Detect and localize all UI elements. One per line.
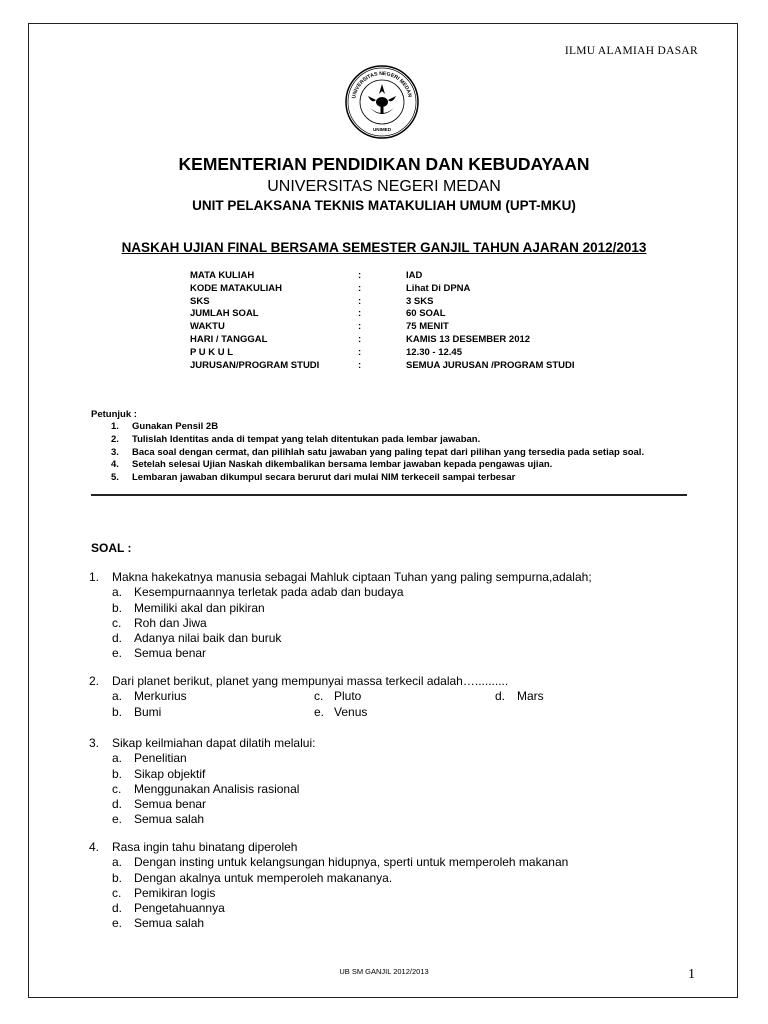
option-text: Menggunakan Analisis rasional <box>134 781 300 796</box>
instruction-number: 3. <box>111 446 119 458</box>
instruction-text: Tulislah Identitas anda di tempat yang telah ditentukan pada lembar jawaban. <box>132 433 481 445</box>
instruction-number: 5. <box>111 472 119 484</box>
info-label: JURUSAN/PROGRAM STUDI <box>190 359 320 371</box>
university-title: UNIVERSITAS NEGERI MEDAN <box>267 178 501 195</box>
instruction-text: Setelah selesai Ujian Naskah dikembalikan bersama lembar jawaban kepada pengawas ujian. <box>132 459 553 471</box>
info-value: 60 SOAL <box>406 308 446 320</box>
option-letter: e. <box>112 916 123 931</box>
option-text: Venus <box>334 704 368 719</box>
instruction-number: 2. <box>111 433 119 445</box>
soal-heading: SOAL : <box>91 541 132 555</box>
info-label: P U K U L <box>190 346 234 358</box>
ministry-title: KEMENTERIAN PENDIDIKAN DAN KEBUDAYAAN <box>178 154 590 174</box>
option-letter: a. <box>112 855 123 870</box>
info-label: JUMLAH SOAL <box>190 308 259 320</box>
question-number: 4. <box>89 840 100 854</box>
question-number: 1. <box>89 570 100 584</box>
course-tag: ILMU ALAMIAH DASAR <box>564 45 698 57</box>
option-text: Kesempurnaannya terletak pada adab dan budaya <box>134 585 404 600</box>
option-text: Pengetahuannya <box>134 901 225 916</box>
instructions-heading: Petunjuk : <box>91 409 137 420</box>
info-colon: : <box>358 333 362 345</box>
instruction-text: Baca soal dengan cermat, dan pilihlah satu jawaban yang paling tepat dari pilihan yang tersedia pada setiap soal. <box>132 446 645 458</box>
instruction-number: 1. <box>111 421 119 432</box>
instruction-item <box>91 446 645 460</box>
question-text: Makna hakekatnya manusia sebagai Mahluk ciptaan Tuhan yang paling sempurna,adalah; <box>112 570 592 584</box>
question-number: 2. <box>89 674 100 688</box>
option-letter: a. <box>112 689 123 704</box>
option-text: Roh dan Jiwa <box>134 615 207 630</box>
info-value: IAD <box>406 270 423 281</box>
option-letter: c. <box>112 781 122 796</box>
option-text: Memiliki akal dan pikiran <box>134 600 265 615</box>
footer-text: UB SM GANJIL 2012/2013 <box>339 967 429 976</box>
question-text: Dari planet berikut, planet yang mempunyai massa terkecil adalah….......... <box>112 674 509 688</box>
option-text: Pluto <box>334 689 362 704</box>
info-value: SEMUA JURUSAN /PROGRAM STUDI <box>406 359 575 371</box>
instructions <box>91 408 645 485</box>
instruction-item <box>91 472 516 485</box>
option-letter: e. <box>314 704 325 719</box>
question-text: Sikap keilmiahan dapat dilatih melalui: <box>112 736 316 750</box>
info-label: WAKTU <box>190 321 225 333</box>
section-divider <box>91 494 687 496</box>
logo-bottom-text: UNIMED <box>372 127 392 132</box>
option-text: Merkurius <box>134 689 187 704</box>
info-label: HARI / TANGGAL <box>190 333 268 345</box>
option-letter: c. <box>112 885 122 900</box>
info-label: MATA KULIAH <box>190 270 255 281</box>
option-text: Semua benar <box>134 646 207 661</box>
info-colon: : <box>358 308 362 320</box>
option-letter: d. <box>112 901 123 916</box>
option-letter: d. <box>495 689 506 704</box>
info-colon: : <box>358 359 362 371</box>
info-colon: : <box>358 295 362 307</box>
instruction-text: Lembaran jawaban dikumpul secara berurut dari mulai NIM terkeceil sampai terbesar <box>132 472 516 484</box>
option-text: Penelitian <box>134 751 187 766</box>
option-letter: b. <box>112 870 123 885</box>
info-colon: : <box>358 282 362 294</box>
info-value: KAMIS 13 DESEMBER 2012 <box>406 333 531 345</box>
info-label: KODE MATAKULIAH <box>190 282 282 294</box>
info-colon: : <box>358 321 362 333</box>
info-value: 12.30 - 12.45 <box>406 346 462 358</box>
option-letter: d. <box>112 631 123 646</box>
instruction-text: Gunakan Pensil 2B <box>132 421 219 432</box>
option-letter: c. <box>314 689 324 704</box>
question-number: 3. <box>89 736 100 750</box>
option-letter: c. <box>112 615 122 630</box>
option-text: Sikap objektif <box>134 766 206 781</box>
instruction-item <box>91 459 553 472</box>
instruction-number: 4. <box>111 459 119 471</box>
option-letter: e. <box>112 646 123 661</box>
instruction-item <box>91 421 219 434</box>
option-text: Semua salah <box>134 916 205 931</box>
question-text: Rasa ingin tahu binatang diperoleh <box>112 840 298 854</box>
option-letter: a. <box>112 751 123 766</box>
info-colon: : <box>358 346 362 358</box>
option-text: Dengan insting untuk kelangsungan hidupnya, sperti untuk memperoleh makanan <box>134 855 569 870</box>
info-value: 3 SKS <box>406 295 434 307</box>
option-letter: a. <box>112 585 123 600</box>
info-value: Lihat Di DPNA <box>406 282 471 294</box>
option-text: Dengan akalnya untuk memperoleh makananya. <box>134 870 393 885</box>
option-letter: d. <box>112 797 123 812</box>
option-letter: b. <box>112 704 123 719</box>
instruction-item <box>91 433 481 447</box>
logo-ring-text: UNIVERSITAS NEGERI MEDAN <box>351 70 413 100</box>
option-letter: e. <box>112 812 123 827</box>
info-colon: : <box>358 270 362 281</box>
page-number: 1 <box>688 967 695 982</box>
option-text: Bumi <box>134 704 162 719</box>
option-text: Semua benar <box>134 797 207 812</box>
option-letter: b. <box>112 766 123 781</box>
university-logo <box>344 64 420 140</box>
option-text: Semua salah <box>134 812 205 827</box>
option-text: Adanya nilai baik dan buruk <box>134 631 282 646</box>
info-label: SKS <box>190 295 210 307</box>
instructions-list <box>91 421 645 485</box>
option-letter: b. <box>112 600 123 615</box>
option-text: Pemikiran logis <box>134 885 216 900</box>
option-text: Mars <box>517 689 544 704</box>
exam-title: NASKAH UJIAN FINAL BERSAMA SEMESTER GANJIL TAHUN AJARAN 2012/2013 <box>121 240 647 255</box>
info-value: 75 MENIT <box>406 321 449 333</box>
unit-title: UNIT PELAKSANA TEKNIS MATAKULIAH UMUM (UPT-MKU) <box>192 198 576 213</box>
